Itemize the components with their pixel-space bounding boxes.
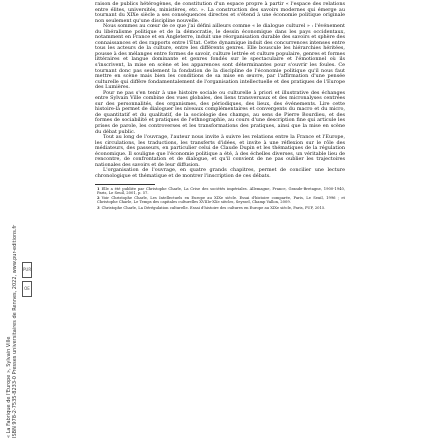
footnote-number: 2	[97, 196, 100, 201]
footnote-text: Christophe Charle, La Dérégulation culturelle. Essai d'histoire des cultures en Europe au XIXe siècle, Paris, PUF, 2015.	[101, 205, 326, 210]
footnote-3	[95, 206, 345, 210]
body-paragraph-1: raison de publics hétérogènes, de constitution d'un espace propre à partir « l'espace des relations entre élites, universités, ministères, etc. ». La construction des savoirs modernes qui émerge au tournant du XIXe siècle a ses conséquences directes et s'étend à une économie politique originale non seulement qu'une discipline nouvelle.	[95, 1, 345, 24]
footnote-number: 1	[97, 186, 100, 191]
margin-line-1: « La Fabrique de l'Europe », Sylvain Ville	[6, 336, 12, 438]
publisher-logo-icon: PUR	[22, 262, 32, 278]
margin-line-2: ISBN 978-2-7535-8233-0 Presses universitaires de Rennes, 2022, www.pur-editions.fr	[12, 224, 18, 438]
footnote-1	[95, 187, 345, 196]
body-paragraph-5: L'organisation de l'ouvrage, en quatre grands chapitres, permet de concilier une lecture chronologique et thématique et de montrer l'inscription de ces débats.	[95, 167, 345, 179]
footnote-divider	[95, 184, 155, 185]
footnote-2	[95, 196, 345, 205]
footnote-text: Voir Christophe Charle, Les Intellectuels en Europe au XIXe siècle. Essai d'histoire comparée, Paris, Le Seuil, 1996 ; et Christophe Charle, Le Temps des capitales culturelles XVIIIe-XXe siècles, Seyssel, Champ Vallon, 2009.	[97, 196, 345, 205]
body-text-column	[95, 2, 345, 211]
footnotes	[95, 187, 345, 210]
footnote-number: 3	[97, 205, 100, 210]
open-edition-logo-icon: OE	[22, 281, 32, 297]
body-paragraph-2: Nous sommes au cœur de ce que j'ai défini ailleurs comme « le dialogue culturel » : l'événement du libéralisme politique et de la démocratie, le dessin économique dans les pays occidentaux, notamment en France et en Angleterre, induit une réorganisation durable des savoirs et sphère des connaissances et des rapports entre l'État. Cette dynamique induit des concurrences intenses entre tous les acteurs de la culture, entre les différents genres. Elle bouscule les hiérarchies héritées, pousse à des mélanges entre formes de savoir, culture lettrée et culture populaire, genres et formes littéraires et langue dominante et genres fondés sur le spectaculaire et l'émotionnel où ils s'inscrivent, la mise en scène et les apparences sont déterminantes pour s'ouvrir les foules. Ce tournant donc pas seulement la fondation de la discipline de l'économie politique qu'il nous faut mettre en scène mais bien les conditions de sa mise en œuvre, par l'affirmation d'une pensée culturelle qui diffère fondamentalement de l'organisation intellectuelle et des pratiques de l'Europe des Lumières.	[95, 23, 345, 91]
publisher-logos	[22, 262, 34, 300]
body-paragraph-4: Tout au long de l'ouvrage, l'auteur nous invite à suivre les relations entre la France et l'Europe, les circulations, les traductions, les transferts d'idées, et invite à une réflexion sur le rôle des médiateurs, des passeurs, en particulier celui de Claude Dupin et les thématiques de la régulation économique. Il souligne que l'économie politique a été, à des échelles diverses, un véritable lieu de rencontre, de confrontation et de dialogue, et qu'il convient de ne pas oublier les trajectoires nationales des savoirs et de leur diffusion.	[95, 134, 345, 168]
footnote-text: Elle a été publiée par Christophe Charle, La Crise des sociétés impériales. Allemagne, France, Grande-Bretagne, 1900-1940, Paris, Le Seuil, 2001, p. 57.	[97, 186, 345, 195]
body-paragraph-3: Pour ne pas s'en tenir à une histoire sociale ou culturelle à priori et illustrative des échanges entre Sylvain Ville combine des vues globales, des liens transversaux et des micronalyses centrées sur des personnalités, des organismes, des périodiques, des lieux, des événements. Lire cette histoire-là permet de dialoguer les niveaux complémentaires et convergents du macro et du micro, de quantitatif et du qualitatif, de la sociologie des champs, au sens de Pierre Bourdieu, et des formes de sociabilité et pratiques de l'ethnographie, au cours d'une description fine qui articule les prises de parole, les controverses et les transformations des pratiques, ainsi que la mise en scène du débat public.	[95, 89, 345, 135]
